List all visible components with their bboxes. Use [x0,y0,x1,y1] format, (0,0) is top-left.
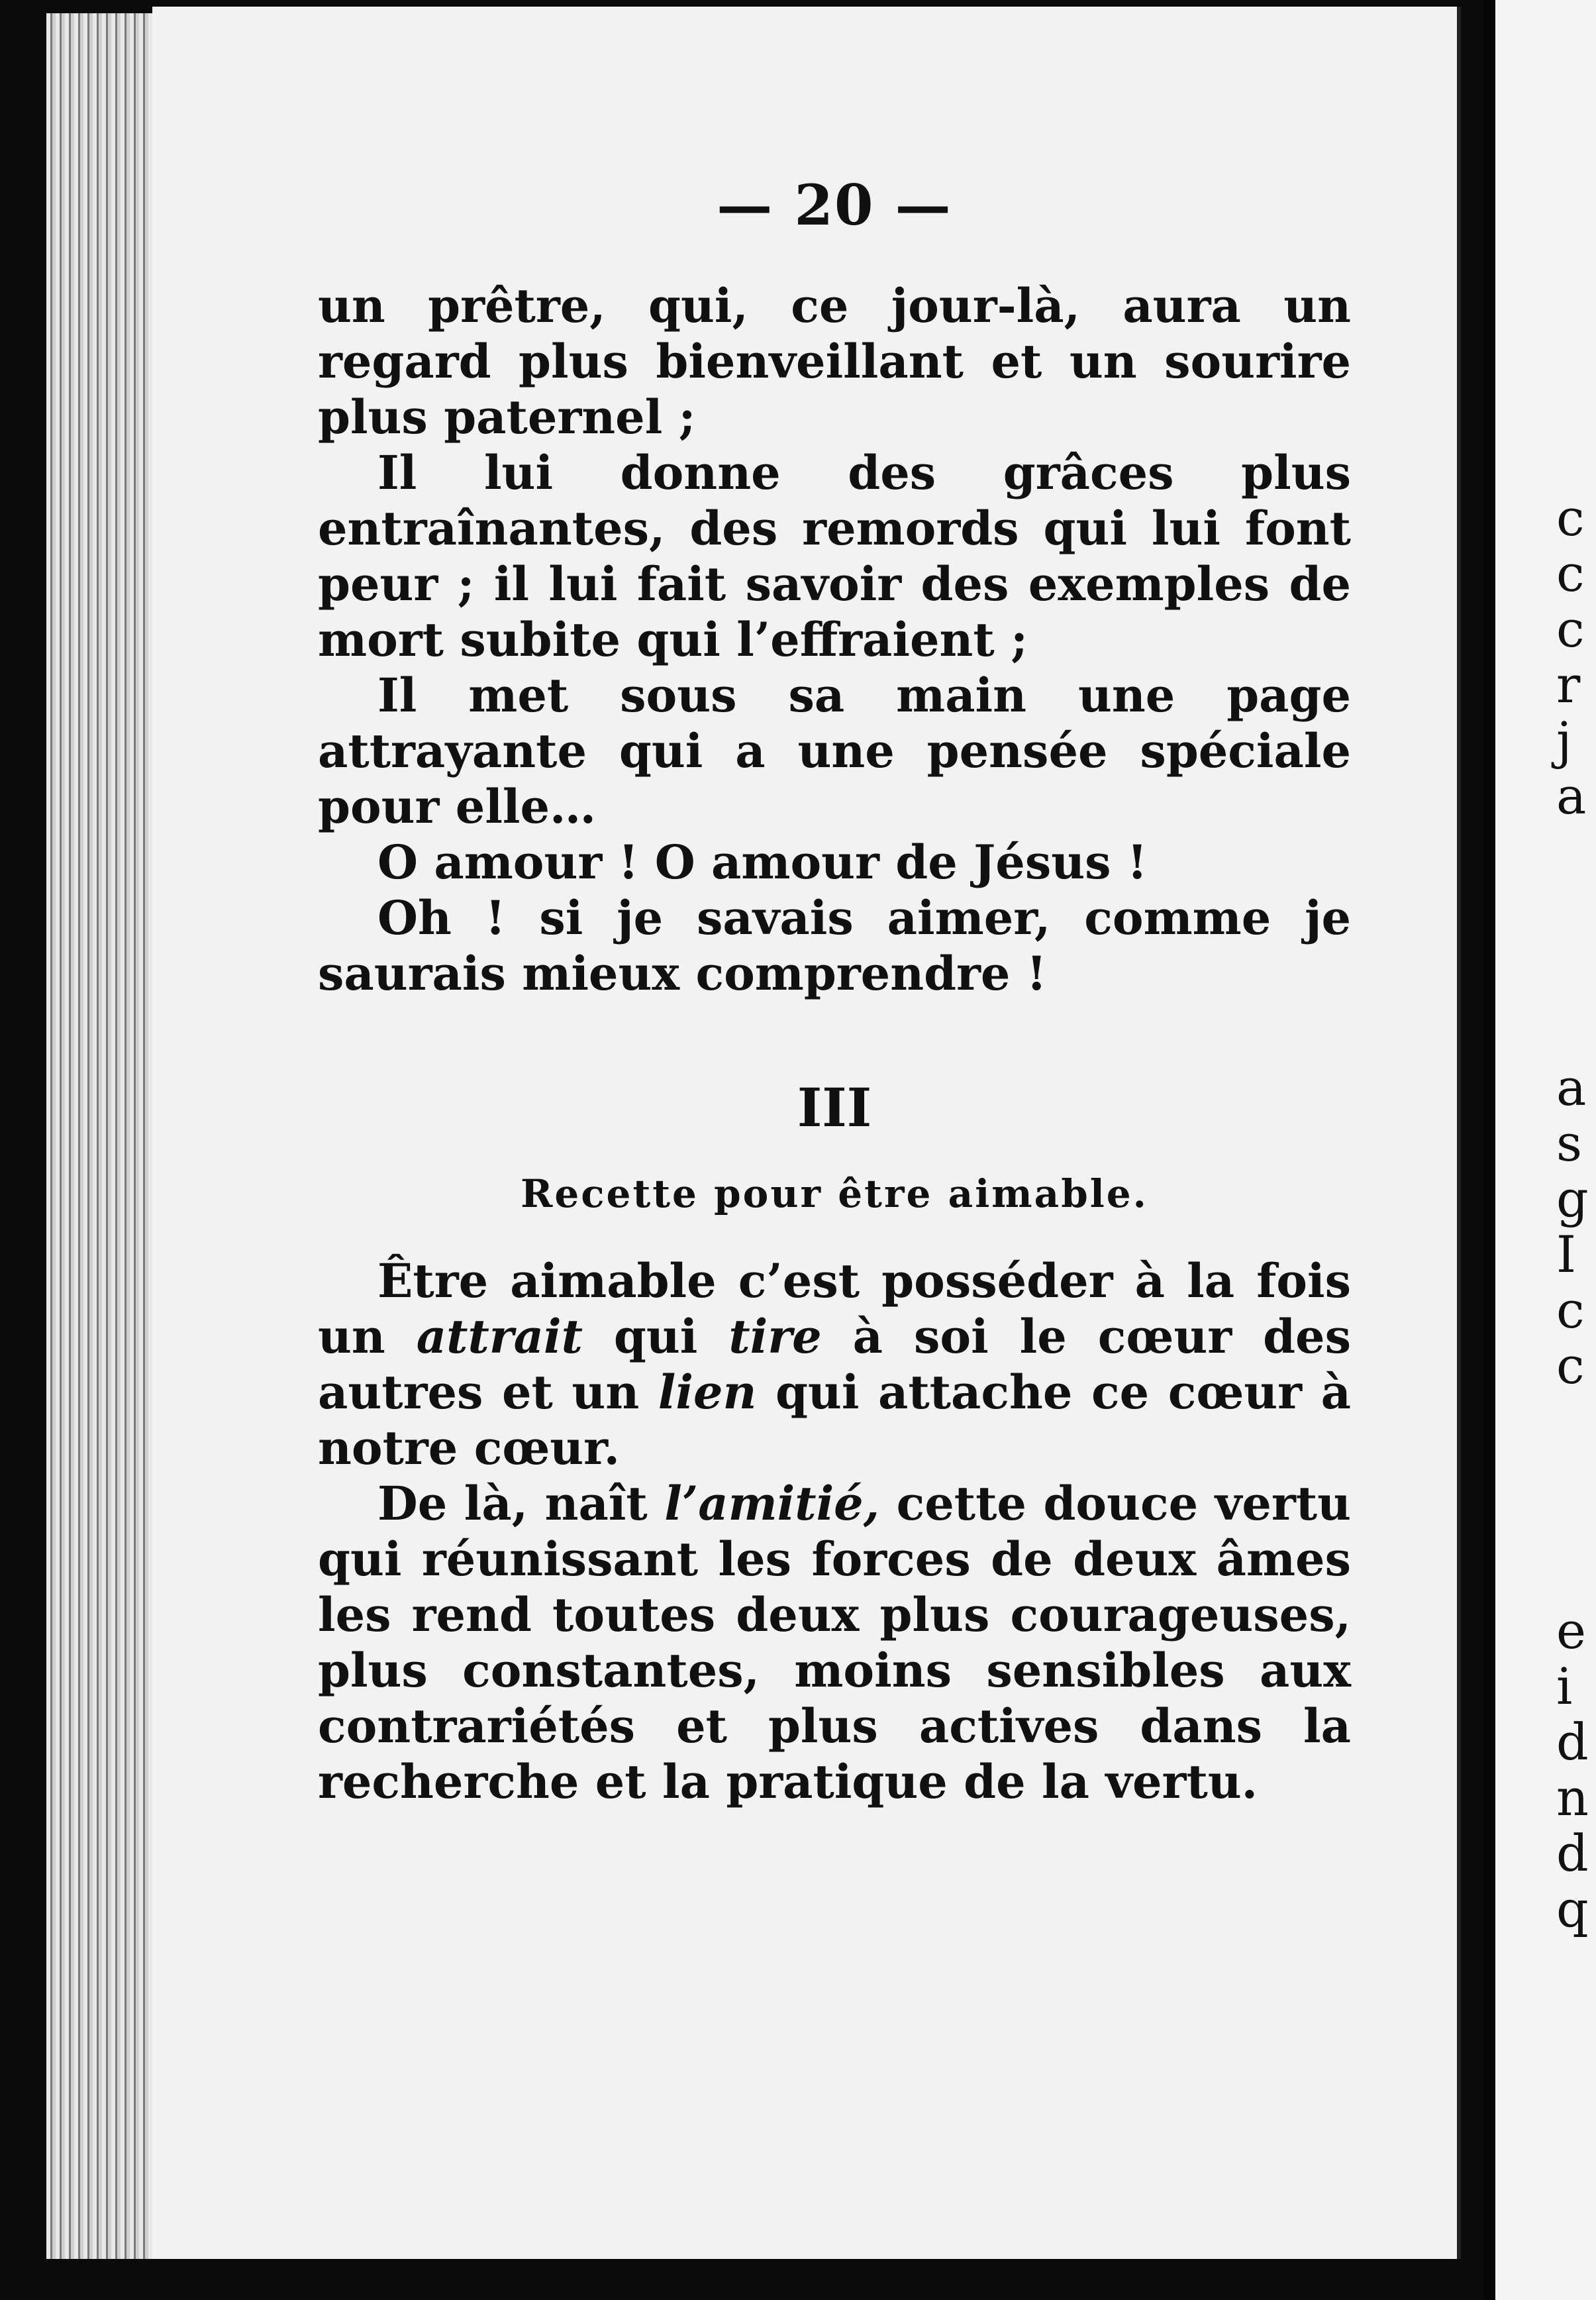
fragment-letter: a [1556,1058,1587,1117]
fragment-letter: g [1556,1169,1589,1228]
page-text-block [318,172,1351,1810]
fragment-letter: d [1556,1824,1589,1883]
fragment-letter: i [1556,1657,1573,1716]
text-run: cette douce vertu qui réunissant les forces de deux âmes les rend toutes deux plus courageuses, plus constantes, moins sensibles aux contrariétés et plus actives dans la recherche et la pratique de la vertu. [318,1476,1351,1809]
fragment-letter: c [1556,1281,1585,1339]
italic-term: l’amitié, [664,1476,880,1531]
fragment-letter: j [1556,711,1572,770]
page-number: — 20 — [717,172,952,238]
facing-page-fragment-group-a [1556,488,1587,825]
fragment-letter: q [1556,1879,1589,1938]
italic-term: lien [658,1365,757,1420]
facing-page-fragment-group-b [1556,1058,1589,1395]
section-title: Recette pour être aimable. [521,1171,1148,1216]
paragraph: O amour ! O amour de Jésus ! [377,835,1148,890]
fragment-letter: c [1556,544,1585,603]
fragment-letter: s [1556,1114,1583,1173]
fragment-letter: e [1556,1601,1586,1660]
fragment-letter: c [1556,1336,1585,1395]
fragment-letter: r [1556,655,1581,714]
text-run: De là, naît [377,1476,665,1531]
fragment-letter: c [1556,600,1585,658]
text-run: à soi le cœur des autres et un [318,1309,1351,1420]
definition-paragraph [318,1253,1351,1476]
fragment-letter: a [1556,766,1587,825]
text-run: qui [582,1309,729,1364]
fragment-letter: c [1556,488,1585,547]
fragment-letter: I [1556,1225,1577,1284]
italic-term: tire [728,1309,822,1364]
paragraph: Oh ! si je savais aimer, comme je saurais mieux comprendre ! [318,890,1351,1001]
paragraph: un prêtre, qui, ce jour-là, aura un regard plus bienveillant et un sourire plus paternel ; [318,278,1351,444]
paragraph: Il met sous sa main une page attrayante qui a une pensée spéciale pour elle… [318,668,1351,834]
text-run: Être aimable c’est posséder à la fois un [318,1253,1351,1364]
fragment-letter: n [1556,1768,1589,1827]
fragment-letter: d [1556,1712,1589,1771]
friendship-paragraph [318,1476,1351,1810]
facing-page-fragment-group-c [1556,1601,1589,1938]
text-run: qui attache ce cœur à notre cœur. [318,1365,1351,1475]
section-number: III [797,1076,872,1139]
italic-term: attrait [416,1309,583,1364]
page-stack-edges [46,13,159,2259]
paragraph: Il lui donne des grâces plus entraînantes, des remords qui lui font peur ; il lui fait savoir des exemples de mort subite qui l’effraient ; [318,445,1351,667]
